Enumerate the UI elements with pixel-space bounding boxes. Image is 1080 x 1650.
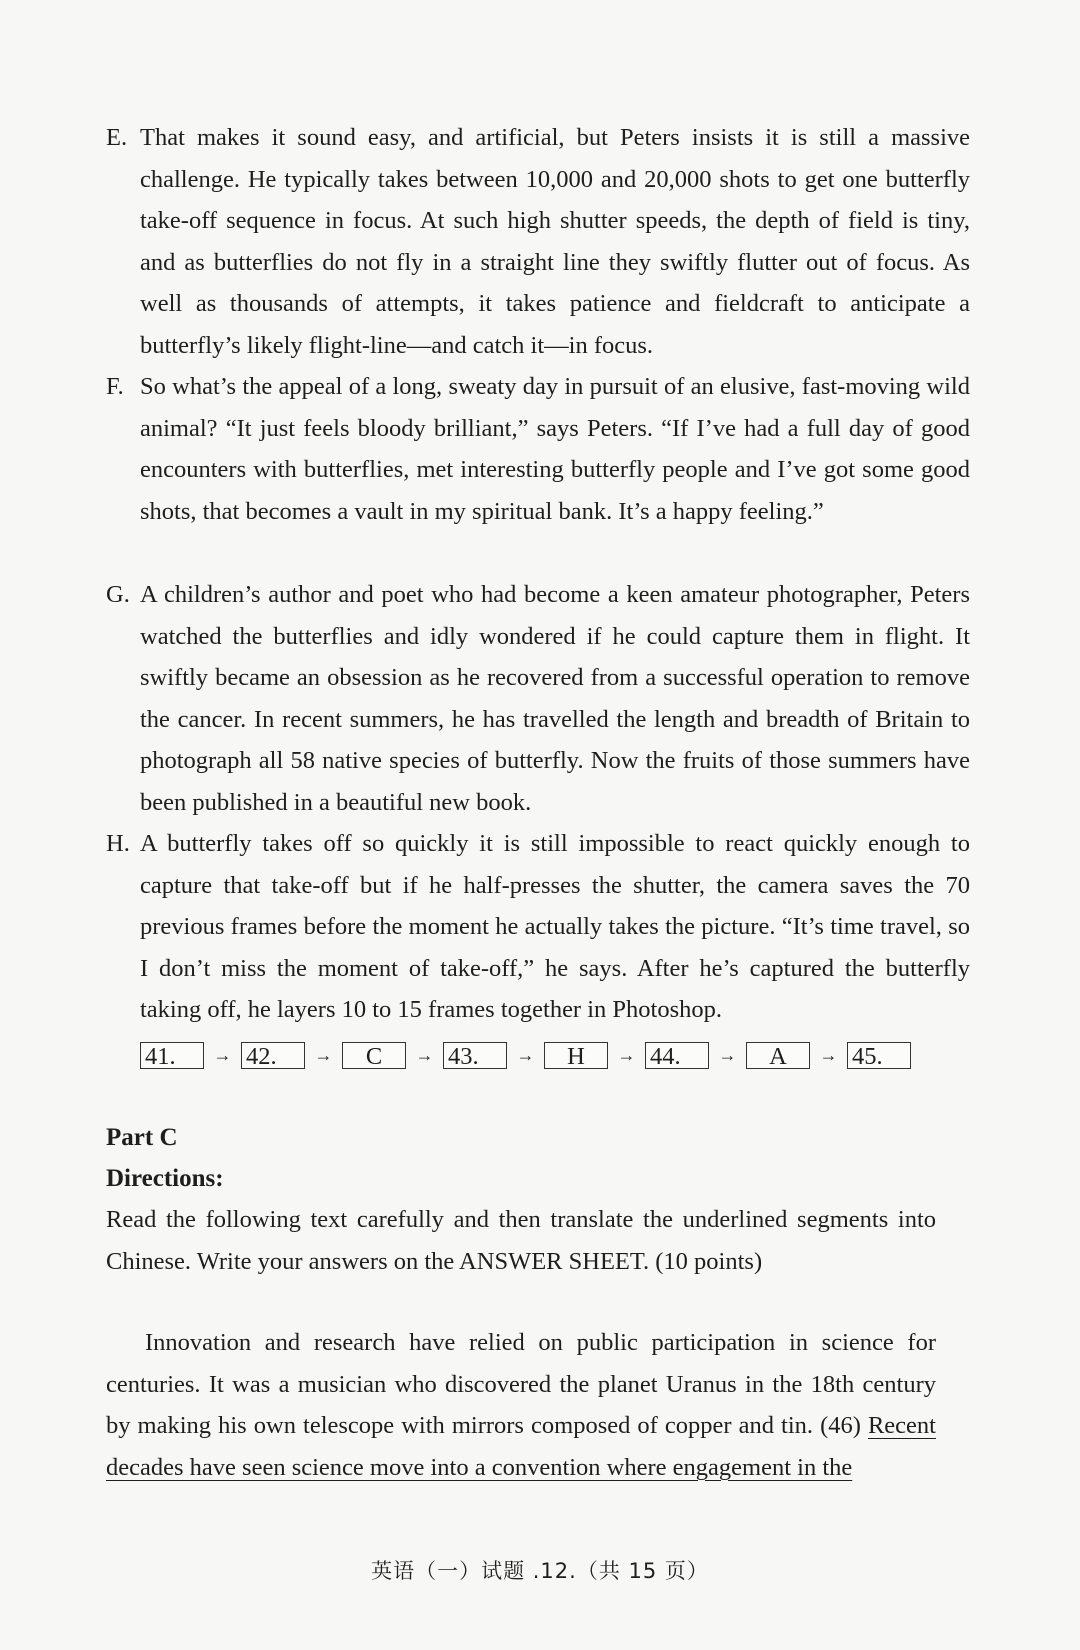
option-e bbox=[106, 117, 970, 366]
option-h bbox=[106, 823, 970, 1031]
arrow-icon: → bbox=[516, 1045, 535, 1065]
option-h-letter: H. bbox=[106, 830, 130, 857]
answer-sequence bbox=[140, 1042, 911, 1069]
given-h-box: H bbox=[544, 1042, 608, 1069]
option-g-text: A children’s author and poet who had become a keen amateur photographer, Peters watched the butterflies and idly wondered if he could capture them in flight. It swiftly became an obsession as he recovered from a successful operation to remove the cancer. In recent summers, he has travelled the length and breadth of Britain to photograph all 58 native species of butterfly. Now the fruits of those summers have been published in a beautiful new book. bbox=[140, 581, 970, 816]
option-h-text: A butterfly takes off so quickly it is still impossible to react quickly enough to capture that take-off but if he half-presses the shutter, the camera saves the 70 previous frames before the moment he actually takes the picture. “It’s time travel, so I don’t miss the moment of take-off,” he says. After he’s captured the butterfly taking off, he layers 10 to 15 frames together in Photoshop. bbox=[140, 830, 970, 1023]
underlined-segment-46: Recent decades have seen science move into a convention where engagement in the bbox=[106, 1412, 936, 1481]
option-e-text: That makes it sound easy, and artificial, but Peters insists it is still a massive challenge. He typically takes between 10,000 and 20,000 shots to get one butterfly take-off sequence in focus. At such high shutter speeds, the depth of field is tiny, and as butterflies do not fly in a straight line they swiftly flutter out of focus. As well as thousands of attempts, it takes patience and fieldcraft to anticipate a butterfly’s likely flight-line—and catch it—in focus. bbox=[140, 124, 970, 359]
blank-43-box[interactable]: 43. bbox=[443, 1042, 507, 1069]
option-g bbox=[106, 574, 970, 823]
option-f-letter: F. bbox=[106, 373, 124, 400]
option-f-text: So what’s the appeal of a long, sweaty day in pursuit of an elusive, fast-moving wild animal? “It just feels bloody brilliant,” says Peters. “If I’ve had a full day of good encounters with butterflies, met interesting butterfly people and I’ve got some good shots, that becomes a vault in my spiritual bank. It’s a happy feeling.” bbox=[140, 373, 970, 525]
blank-45-box[interactable]: 45. bbox=[847, 1042, 911, 1069]
arrow-icon: → bbox=[415, 1045, 434, 1065]
option-e-letter: E. bbox=[106, 124, 128, 151]
option-g-letter: G. bbox=[106, 581, 130, 608]
part-c-title: Part C bbox=[106, 1124, 178, 1151]
given-c-box: C bbox=[342, 1042, 406, 1069]
arrow-icon: → bbox=[819, 1045, 838, 1065]
blank-41-box[interactable]: 41. bbox=[140, 1042, 204, 1069]
blank-42-box[interactable]: 42. bbox=[241, 1042, 305, 1069]
arrow-icon: → bbox=[314, 1045, 333, 1065]
given-a-box: A bbox=[746, 1042, 810, 1069]
arrow-icon: → bbox=[617, 1045, 636, 1065]
arrow-icon: → bbox=[718, 1045, 737, 1065]
arrow-icon: → bbox=[213, 1045, 232, 1065]
option-f bbox=[106, 366, 970, 532]
passage-text: Innovation and research have relied on public participation in science for centuries. It was a musician who discovered the planet Uranus in the 18th century by making his own telescope with mirrors composed of copper and tin. (46) bbox=[106, 1329, 936, 1439]
directions-label: Directions: bbox=[106, 1165, 224, 1192]
directions-text: Read the following text carefully and then translate the underlined segments into Chinese. Write your answers on the ANSWER SHEET. (10 points) bbox=[106, 1206, 936, 1275]
blank-44-box[interactable]: 44. bbox=[645, 1042, 709, 1069]
page-footer: 英语（一）试题 .12.（共 15 页） bbox=[371, 1559, 709, 1583]
translation-passage bbox=[106, 1322, 936, 1488]
